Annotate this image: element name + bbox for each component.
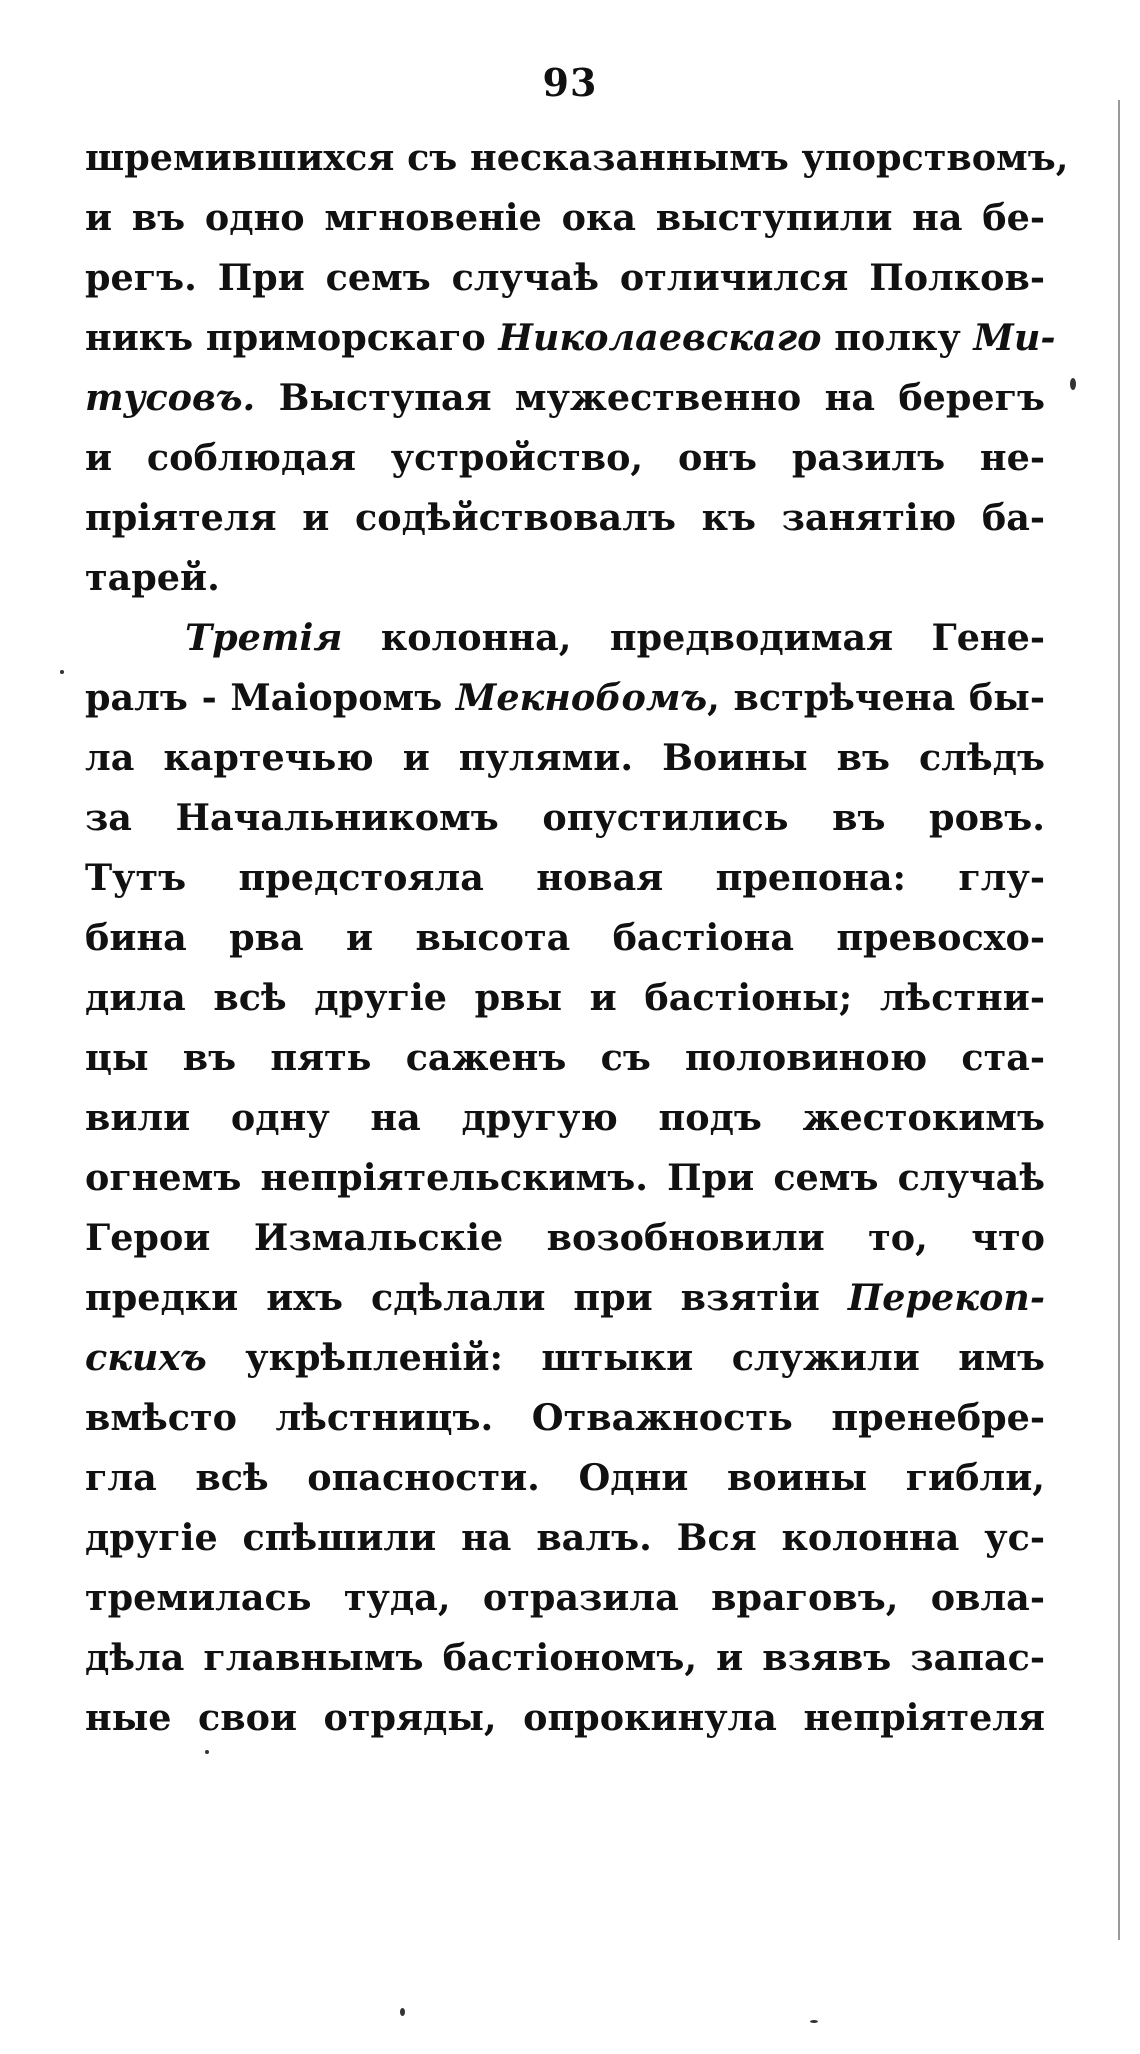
text-segment: полку (821, 316, 974, 359)
text-line: огнемъ непріятельскимъ. При семъ случаѣ (85, 1156, 1045, 1199)
text-line (85, 308, 1056, 368)
ink-speck (810, 2020, 818, 2023)
text-segment: ралъ - Маіоромъ (85, 676, 456, 719)
text-line: и въ одно мгновеніе ока выступили на бе- (85, 196, 1045, 239)
italic-name: Перекоп- (847, 1276, 1045, 1319)
italic-name: Николаевскаго (498, 316, 822, 359)
italic-name: скихъ (85, 1336, 207, 1379)
text-segment: колонна, предводимая Гене- (342, 616, 1045, 659)
text-line: Герои Измальскіе возобновили то, что (85, 1216, 1045, 1259)
text-segment: , встрѣчена бы- (707, 676, 1045, 719)
ink-speck (400, 2008, 405, 2016)
text-line: цы въ пять саженъ съ половиною ста- (85, 1036, 1045, 1079)
text-line: гла всѣ опасности. Одни воины гибли, (85, 1456, 1045, 1499)
text-line (85, 1328, 1045, 1388)
text-line (85, 368, 1045, 428)
italic-name: Мекнобомъ (455, 676, 708, 719)
text-line: за Начальникомъ опустились въ ровъ. (85, 796, 1045, 839)
body-text (85, 128, 1069, 1748)
text-line: тремилась туда, отразила враговъ, овла- (85, 1576, 1045, 1619)
text-line: дила всѣ другіе рвы и бастіоны; лѣстни- (85, 976, 1045, 1019)
text-line: вмѣсто лѣстницъ. Отважность пренебре- (85, 1396, 1045, 1439)
text-line (85, 668, 1045, 728)
ink-speck (205, 1750, 209, 1754)
text-line: бина рва и высота бастіона превосхо- (85, 916, 1045, 959)
text-line: тарей. (85, 556, 220, 599)
text-line: дѣла главнымъ бастіономъ, и взявъ запас- (85, 1636, 1045, 1679)
text-line: другіе спѣшили на валъ. Вся колонна ус- (85, 1516, 1045, 1559)
italic-name: тусовъ. (85, 376, 256, 419)
page-number: 93 (542, 60, 598, 105)
text-line: шремившихся съ несказаннымъ упорствомъ, (85, 136, 1069, 179)
italic-name: Ми- (973, 316, 1056, 359)
text-line: вили одну на другую подъ жестокимъ (85, 1096, 1045, 1139)
text-segment: Выступая мужественно на берегъ (255, 376, 1045, 419)
text-line: ла картечью и пулями. Воины въ слѣдъ (85, 736, 1045, 779)
text-line: и соблюдая устройство, онъ разилъ не- (85, 436, 1045, 479)
text-line (85, 1268, 1045, 1328)
text-line: ные свои отряды, опрокинула непріятеля (85, 1696, 1045, 1739)
text-segment: никъ приморскаго (85, 316, 499, 359)
italic-name: Третія (185, 616, 343, 659)
page-edge-line (1118, 100, 1120, 1940)
text-line: пріятеля и содѣйствовалъ къ занятію ба- (85, 496, 1045, 539)
text-line: Тутъ предстояла новая препона: глу- (85, 856, 1045, 899)
ink-speck (60, 670, 64, 674)
text-segment: предки ихъ сдѣлали при взятіи (85, 1276, 848, 1319)
ink-speck (1070, 378, 1076, 390)
text-line (85, 608, 1045, 668)
text-line: регъ. При семъ случаѣ отличился Полков- (85, 256, 1045, 299)
text-segment: укрѣпленій: штыки служили имъ (206, 1336, 1045, 1379)
